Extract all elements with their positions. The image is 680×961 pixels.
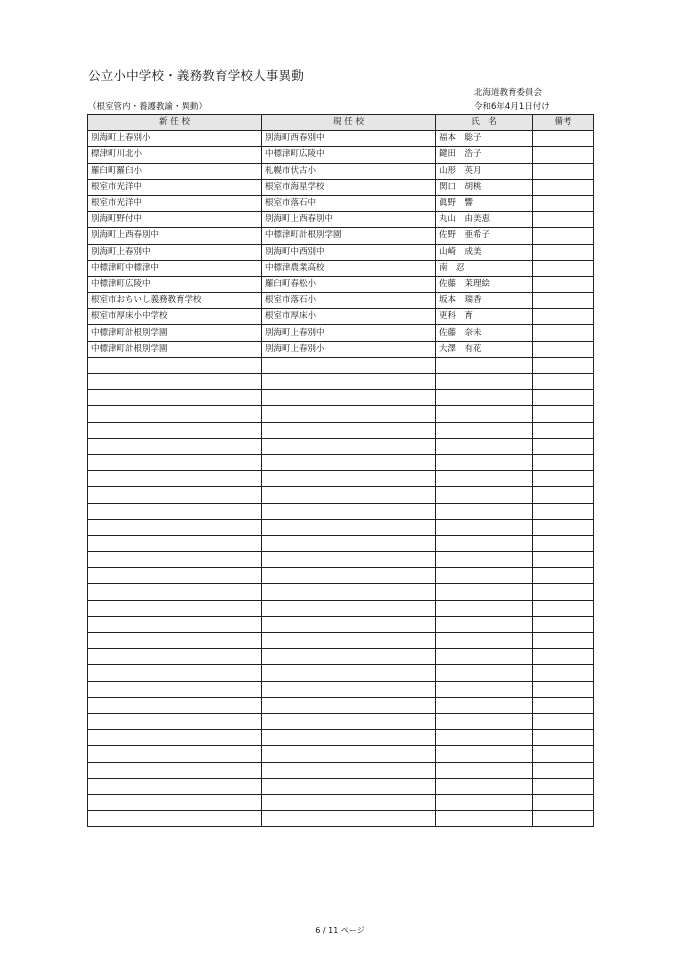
name-cell [436, 713, 533, 729]
table-row [88, 228, 594, 244]
current-school-cell: 根室市海星学校 [262, 179, 436, 195]
table-row-empty [88, 454, 594, 470]
table-row-empty [88, 471, 594, 487]
current-school-cell: 札幌市伏古小 [262, 163, 436, 179]
name-cell: 大澤 有花 [436, 341, 533, 357]
current-school-cell [262, 535, 436, 551]
new-school-cell: 標津町川北小 [88, 147, 262, 163]
remarks-cell [533, 131, 594, 147]
table-row [88, 293, 594, 309]
current-school-cell [262, 600, 436, 616]
table-body [88, 131, 594, 827]
table-row [88, 341, 594, 357]
new-school-cell [88, 665, 262, 681]
table-row-empty [88, 649, 594, 665]
current-school-cell [262, 390, 436, 406]
name-cell [436, 406, 533, 422]
remarks-cell [533, 147, 594, 163]
table-row-empty [88, 778, 594, 794]
name-cell [436, 746, 533, 762]
remarks-cell [533, 794, 594, 810]
new-school-cell [88, 535, 262, 551]
name-cell [436, 681, 533, 697]
new-school-cell [88, 697, 262, 713]
table-row [88, 179, 594, 195]
name-cell [436, 535, 533, 551]
remarks-cell [533, 406, 594, 422]
table-row-empty [88, 568, 594, 584]
table-header-row [88, 115, 594, 131]
table-row-empty [88, 406, 594, 422]
effective-date: 令和6年4月1日付け [474, 102, 550, 112]
table-row-empty [88, 422, 594, 438]
new-school-cell [88, 406, 262, 422]
current-school-cell [262, 778, 436, 794]
name-cell: 眞野 響 [436, 195, 533, 211]
remarks-cell [533, 422, 594, 438]
name-cell [436, 422, 533, 438]
remarks-cell [533, 681, 594, 697]
remarks-cell [533, 746, 594, 762]
new-school-cell [88, 616, 262, 632]
name-cell [436, 697, 533, 713]
table-row-empty [88, 730, 594, 746]
name-cell [436, 762, 533, 778]
current-school-cell [262, 762, 436, 778]
name-cell: 関口 胡桃 [436, 179, 533, 195]
current-school-cell [262, 681, 436, 697]
name-cell: 鍵田 浩子 [436, 147, 533, 163]
new-school-cell [88, 746, 262, 762]
personnel-table [87, 114, 594, 827]
current-school-cell: 別海町上春別小 [262, 341, 436, 357]
table-row-empty [88, 697, 594, 713]
current-school-cell: 根室市厚床小 [262, 309, 436, 325]
remarks-cell [533, 357, 594, 373]
name-cell: 南 忍 [436, 260, 533, 276]
new-school-cell: 中標津町広陵中 [88, 276, 262, 292]
current-school-cell [262, 713, 436, 729]
new-school-cell [88, 422, 262, 438]
current-school-cell [262, 422, 436, 438]
table-row [88, 244, 594, 260]
table-row-empty [88, 552, 594, 568]
new-school-cell [88, 503, 262, 519]
name-cell [436, 730, 533, 746]
table-row-empty [88, 633, 594, 649]
table-row [88, 163, 594, 179]
table-row-empty [88, 438, 594, 454]
current-school-cell [262, 811, 436, 827]
table-row [88, 131, 594, 147]
new-school-cell: 根室市厚床小中学校 [88, 309, 262, 325]
table-row-empty [88, 811, 594, 827]
remarks-cell [533, 309, 594, 325]
remarks-cell [533, 568, 594, 584]
table-row [88, 212, 594, 228]
remarks-cell [533, 811, 594, 827]
new-school-cell: 根室市おちいし義務教育学校 [88, 293, 262, 309]
table-row [88, 147, 594, 163]
name-cell [436, 552, 533, 568]
remarks-cell [533, 195, 594, 211]
table-row-empty [88, 535, 594, 551]
current-school-cell [262, 746, 436, 762]
table-row-empty [88, 503, 594, 519]
current-school-cell: 別海町上春別中 [262, 325, 436, 341]
new-school-cell [88, 633, 262, 649]
new-school-cell [88, 519, 262, 535]
name-cell [436, 568, 533, 584]
remarks-cell [533, 535, 594, 551]
current-school-cell [262, 471, 436, 487]
remarks-cell [533, 325, 594, 341]
new-school-cell [88, 454, 262, 470]
remarks-cell [533, 487, 594, 503]
current-school-cell [262, 438, 436, 454]
current-school-cell [262, 357, 436, 373]
name-cell [436, 503, 533, 519]
current-school-cell: 根室市落石中 [262, 195, 436, 211]
current-school-cell [262, 633, 436, 649]
name-cell [436, 519, 533, 535]
name-cell [436, 778, 533, 794]
remarks-cell [533, 293, 594, 309]
table-row [88, 309, 594, 325]
new-school-cell: 根室市光洋中 [88, 195, 262, 211]
name-cell [436, 487, 533, 503]
column-header-name: 氏 名 [436, 115, 533, 131]
remarks-cell [533, 260, 594, 276]
column-header-current-school: 現 任 校 [262, 115, 436, 131]
name-cell: 山崎 成美 [436, 244, 533, 260]
remarks-cell [533, 778, 594, 794]
table-row-empty [88, 794, 594, 810]
new-school-cell [88, 438, 262, 454]
new-school-cell [88, 730, 262, 746]
name-cell [436, 471, 533, 487]
new-school-cell [88, 374, 262, 390]
new-school-cell [88, 600, 262, 616]
remarks-cell [533, 519, 594, 535]
current-school-cell [262, 665, 436, 681]
remarks-cell [533, 341, 594, 357]
name-cell [436, 794, 533, 810]
current-school-cell [262, 568, 436, 584]
remarks-cell [533, 179, 594, 195]
new-school-cell [88, 568, 262, 584]
current-school-cell: 中標津農業高校 [262, 260, 436, 276]
remarks-cell [533, 163, 594, 179]
remarks-cell [533, 374, 594, 390]
new-school-cell: 中標津町中標津中 [88, 260, 262, 276]
remarks-cell [533, 697, 594, 713]
name-cell [436, 600, 533, 616]
new-school-cell [88, 584, 262, 600]
remarks-cell [533, 649, 594, 665]
new-school-cell [88, 390, 262, 406]
name-cell: 福本 聡子 [436, 131, 533, 147]
remarks-cell [533, 390, 594, 406]
name-cell: 坂本 瑞香 [436, 293, 533, 309]
remarks-cell [533, 713, 594, 729]
new-school-cell: 別海町野付中 [88, 212, 262, 228]
remarks-cell [533, 212, 594, 228]
new-school-cell: 中標津町計根別学園 [88, 325, 262, 341]
name-cell [436, 438, 533, 454]
current-school-cell [262, 519, 436, 535]
current-school-cell: 根室市落石小 [262, 293, 436, 309]
remarks-cell [533, 454, 594, 470]
current-school-cell [262, 487, 436, 503]
name-cell: 佐野 亜希子 [436, 228, 533, 244]
new-school-cell [88, 649, 262, 665]
current-school-cell [262, 584, 436, 600]
name-cell [436, 649, 533, 665]
remarks-cell [533, 762, 594, 778]
column-header-new-school: 新 任 校 [88, 115, 262, 131]
table-row-empty [88, 762, 594, 778]
new-school-cell [88, 778, 262, 794]
table-row-empty [88, 487, 594, 503]
remarks-cell [533, 584, 594, 600]
current-school-cell: 別海町上西春別中 [262, 212, 436, 228]
name-cell [436, 811, 533, 827]
new-school-cell: 別海町上春別中 [88, 244, 262, 260]
name-cell: 山形 英月 [436, 163, 533, 179]
new-school-cell [88, 487, 262, 503]
name-cell [436, 390, 533, 406]
issuer-name: 北海道教育委員会 [474, 88, 543, 98]
new-school-cell [88, 681, 262, 697]
name-cell: 丸山 由美恵 [436, 212, 533, 228]
current-school-cell [262, 552, 436, 568]
new-school-cell: 別海町上西春別中 [88, 228, 262, 244]
table-row-empty [88, 616, 594, 632]
remarks-cell [533, 665, 594, 681]
table-row-empty [88, 584, 594, 600]
name-cell [436, 633, 533, 649]
new-school-cell [88, 762, 262, 778]
new-school-cell [88, 811, 262, 827]
table-row-empty [88, 519, 594, 535]
table-row-empty [88, 665, 594, 681]
name-cell: 佐藤 奈未 [436, 325, 533, 341]
page-number: 6 / 11 ページ [315, 926, 365, 935]
remarks-cell [533, 633, 594, 649]
name-cell [436, 454, 533, 470]
name-cell: 更科 育 [436, 309, 533, 325]
name-cell [436, 665, 533, 681]
new-school-cell: 羅臼町羅臼小 [88, 163, 262, 179]
current-school-cell [262, 374, 436, 390]
document-title: 公立小中学校・義務教育学校人事異動 [88, 68, 304, 83]
current-school-cell: 別海町中西別中 [262, 244, 436, 260]
table-row-empty [88, 600, 594, 616]
new-school-cell [88, 794, 262, 810]
remarks-cell [533, 228, 594, 244]
current-school-cell [262, 406, 436, 422]
remarks-cell [533, 600, 594, 616]
name-cell [436, 374, 533, 390]
name-cell [436, 357, 533, 373]
document-subtitle: （根室管内・養護教諭・異動） [88, 102, 208, 112]
current-school-cell [262, 454, 436, 470]
current-school-cell [262, 794, 436, 810]
table-row [88, 260, 594, 276]
table-row-empty [88, 357, 594, 373]
new-school-cell: 根室市光洋中 [88, 179, 262, 195]
table-row [88, 276, 594, 292]
current-school-cell [262, 616, 436, 632]
current-school-cell [262, 649, 436, 665]
remarks-cell [533, 616, 594, 632]
remarks-cell [533, 730, 594, 746]
current-school-cell [262, 503, 436, 519]
remarks-cell [533, 471, 594, 487]
new-school-cell [88, 552, 262, 568]
table-row-empty [88, 390, 594, 406]
current-school-cell: 中標津町広陵中 [262, 147, 436, 163]
new-school-cell [88, 471, 262, 487]
table-row [88, 195, 594, 211]
remarks-cell [533, 503, 594, 519]
current-school-cell: 別海町西春別中 [262, 131, 436, 147]
table-row-empty [88, 713, 594, 729]
column-header-remarks: 備考 [533, 115, 594, 131]
table-row-empty [88, 746, 594, 762]
current-school-cell: 羅臼町春松小 [262, 276, 436, 292]
new-school-cell: 中標津町計根別学園 [88, 341, 262, 357]
name-cell [436, 584, 533, 600]
new-school-cell [88, 357, 262, 373]
name-cell [436, 616, 533, 632]
remarks-cell [533, 276, 594, 292]
new-school-cell [88, 713, 262, 729]
table-row-empty [88, 374, 594, 390]
new-school-cell: 別海町上春別小 [88, 131, 262, 147]
current-school-cell: 中標津町計根別学園 [262, 228, 436, 244]
table-row-empty [88, 681, 594, 697]
remarks-cell [533, 438, 594, 454]
remarks-cell [533, 552, 594, 568]
current-school-cell [262, 730, 436, 746]
table-row [88, 325, 594, 341]
remarks-cell [533, 244, 594, 260]
current-school-cell [262, 697, 436, 713]
name-cell: 佐藤 茉理絵 [436, 276, 533, 292]
